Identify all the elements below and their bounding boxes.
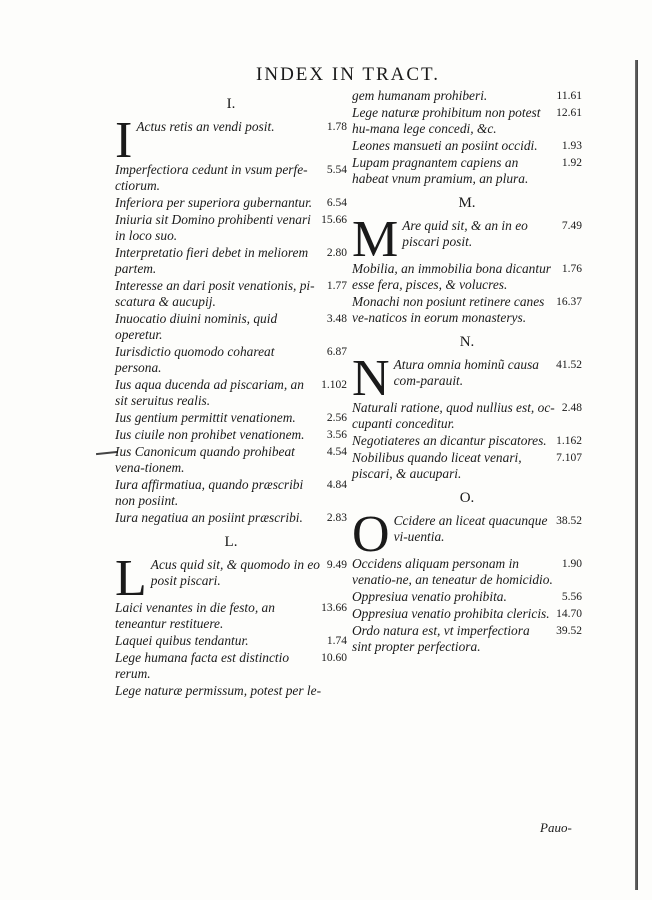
section-letter: N.	[459, 334, 475, 350]
entry-reference: 5.54	[326, 164, 347, 176]
entry-text: Lupam pragnantem capiens an habeat vnum pramium, an plura.	[352, 155, 529, 186]
index-entry	[115, 427, 347, 443]
catchword: Pauo-	[540, 820, 572, 835]
section-letter: O.	[459, 490, 475, 506]
entry-reference: 1.74	[326, 635, 347, 647]
entry-reference: 4.54	[326, 446, 347, 458]
index-entry	[115, 510, 347, 526]
entry-text: Inferiora per superiora gubernantur.	[115, 195, 313, 210]
entry-text: Negotiateres an dicantur piscatores.	[352, 433, 547, 448]
index-entry	[115, 311, 347, 343]
entry-reference: 1.92	[561, 157, 582, 169]
entry-reference: 7.107	[556, 452, 582, 464]
index-entry	[115, 600, 347, 632]
entry-reference: 16.37	[556, 296, 582, 308]
index-entry	[115, 245, 347, 277]
entry-text: Iura negatiua an posiint præscribi.	[115, 510, 303, 525]
entry-text: Oppresiua venatio prohibita.	[352, 589, 507, 604]
entry-text: Lege naturæ permissum, potest per le-	[115, 683, 322, 698]
entry-text: Iniuria sit Domino prohibenti venari in loco suo.	[115, 212, 311, 243]
index-entry	[115, 112, 347, 169]
entry-text: Ius gentium permittit venationem.	[115, 410, 296, 425]
index-entry	[115, 195, 347, 211]
entry-text: Laquei quibus tendantur.	[115, 633, 249, 648]
entry-text: Nobilibus quando liceat venari, piscari, & aucupari.	[352, 450, 522, 481]
index-entry	[352, 506, 582, 563]
index-entry	[352, 400, 582, 432]
entry-text: Ius aqua ducenda ad piscariam, an sit seruitus realis.	[115, 377, 304, 408]
entry-text: Acus quid sit, & quomodo in eo posit piscari.	[150, 557, 320, 588]
entry-reference: 10.60	[321, 652, 347, 664]
entry-reference: 5.56	[561, 591, 582, 603]
entry-reference: 2.83	[326, 512, 347, 524]
entry-text: Atura omnia hominũ causa com-parauit.	[393, 357, 539, 388]
entry-reference: 7.49	[561, 220, 582, 232]
index-entry	[115, 410, 347, 426]
index-entry	[352, 606, 582, 622]
entry-text: Actus retis an vendi posit.	[136, 119, 275, 134]
entry-reference: 9.49	[326, 559, 347, 571]
entry-text: Inuocatio diuini nominis, quid operetur.	[115, 311, 278, 342]
entry-reference: 6.87	[326, 346, 347, 358]
entry-text: Interpretatio fieri debet in meliorem partem.	[115, 245, 309, 276]
index-entry	[352, 556, 582, 588]
entry-reference: 3.56	[326, 429, 347, 441]
index-entry	[115, 377, 347, 409]
entry-text: gem humanam prohiberi.	[352, 88, 488, 103]
index-entry	[115, 278, 347, 310]
entry-reference: 38.52	[556, 515, 582, 527]
entry-reference: 3.48	[326, 313, 347, 325]
left-column	[115, 88, 347, 700]
entry-reference: 2.48	[561, 402, 582, 414]
index-entry	[115, 477, 347, 509]
entry-reference: 14.70	[556, 608, 582, 620]
index-entry	[115, 550, 347, 607]
entry-reference: 1.90	[561, 558, 582, 570]
index-entry	[352, 623, 582, 655]
entry-reference: 1.78	[326, 121, 347, 133]
book-spine-edge	[635, 60, 638, 890]
entry-reference: 41.52	[556, 359, 582, 371]
entry-text: Ccidere an liceat quacunque vi-uentia.	[393, 513, 548, 544]
entry-text: Occidens aliquam personam in venatio-ne, an teneatur de homicidio.	[352, 556, 553, 587]
index-entry	[352, 294, 582, 326]
page-title: INDEX IN TRACT.	[256, 64, 440, 85]
entry-text: Oppresiua venatio prohibita clericis.	[352, 606, 550, 621]
index-entry	[352, 138, 582, 154]
entry-reference: 1.93	[561, 140, 582, 152]
index-entry	[115, 683, 347, 699]
index-entry	[115, 212, 347, 244]
index-entry	[115, 633, 347, 649]
drop-cap: L	[115, 550, 147, 607]
entry-reference: 1.162	[556, 435, 582, 447]
index-entry	[115, 344, 347, 376]
section-letter: M.	[458, 195, 476, 211]
entry-reference: 1.76	[561, 263, 582, 275]
right-column	[352, 88, 582, 656]
entry-reference: 1.102	[321, 379, 347, 391]
drop-cap: M	[352, 211, 399, 268]
entry-text: Imperfectiora cedunt in vsum perfe-ctiorum.	[115, 162, 308, 193]
entry-text: Iurisdictio quomodo cohareat persona.	[115, 344, 275, 375]
index-entry	[352, 211, 582, 268]
entry-text: Interesse an dari posit venationis, pi-scatura & aucupij.	[115, 278, 315, 309]
entry-text: Leones mansueti an posiint occidi.	[352, 138, 538, 153]
index-entry	[352, 88, 582, 104]
entry-reference: 1.77	[326, 280, 347, 292]
drop-cap: I	[115, 112, 133, 169]
index-entry	[352, 350, 582, 407]
entry-reference: 2.80	[326, 247, 347, 259]
entry-text: Ius ciuile non prohibet venationem.	[115, 427, 305, 442]
entry-reference: 11.61	[556, 90, 582, 102]
section-letter: I.	[226, 96, 236, 112]
index-entry	[352, 433, 582, 449]
entry-text: Ius Canonicum quando prohibeat vena-tionem.	[115, 444, 295, 475]
entry-reference: 4.84	[326, 479, 347, 491]
entry-reference: 39.52	[556, 625, 582, 637]
index-entry	[115, 650, 347, 682]
index-entry	[115, 162, 347, 194]
index-entry	[352, 155, 582, 187]
entry-reference: 12.61	[556, 107, 582, 119]
index-entry	[115, 444, 347, 476]
entry-text: Ordo natura est, vt imperfectiora sint propter perfectiora.	[352, 623, 530, 654]
index-entry	[352, 261, 582, 293]
drop-cap: N	[352, 350, 390, 407]
entry-reference: 2.56	[326, 412, 347, 424]
entry-text: Naturali ratione, quod nullius est, oc-cupanti conceditur.	[352, 400, 555, 431]
entry-text: Lege humana facta est distinctio rerum.	[115, 650, 290, 681]
entry-reference: 13.66	[321, 602, 347, 614]
entry-reference: 15.66	[321, 214, 347, 226]
entry-text: Laici venantes in die festo, an teneantur restituere.	[115, 600, 275, 631]
index-entry	[352, 105, 582, 137]
index-entry	[352, 450, 582, 482]
index-entry	[352, 589, 582, 605]
drop-cap: O	[352, 506, 390, 563]
entry-text: Are quid sit, & an in eo piscari posit.	[402, 218, 528, 249]
entry-reference: 6.54	[326, 197, 347, 209]
section-letter: L.	[224, 534, 238, 550]
entry-text: Iura affirmatiua, quando præscribi non posiint.	[115, 477, 304, 508]
entry-text: Mobilia, an immobilia bona dicantur esse fera, pisces, & volucres.	[352, 261, 551, 292]
entry-text: Monachi non posiunt retinere canes ve-naticos in eorum monasterys.	[352, 294, 545, 325]
entry-text: Lege naturæ prohibitum non potest hu-mana lege concedi, &c.	[352, 105, 541, 136]
